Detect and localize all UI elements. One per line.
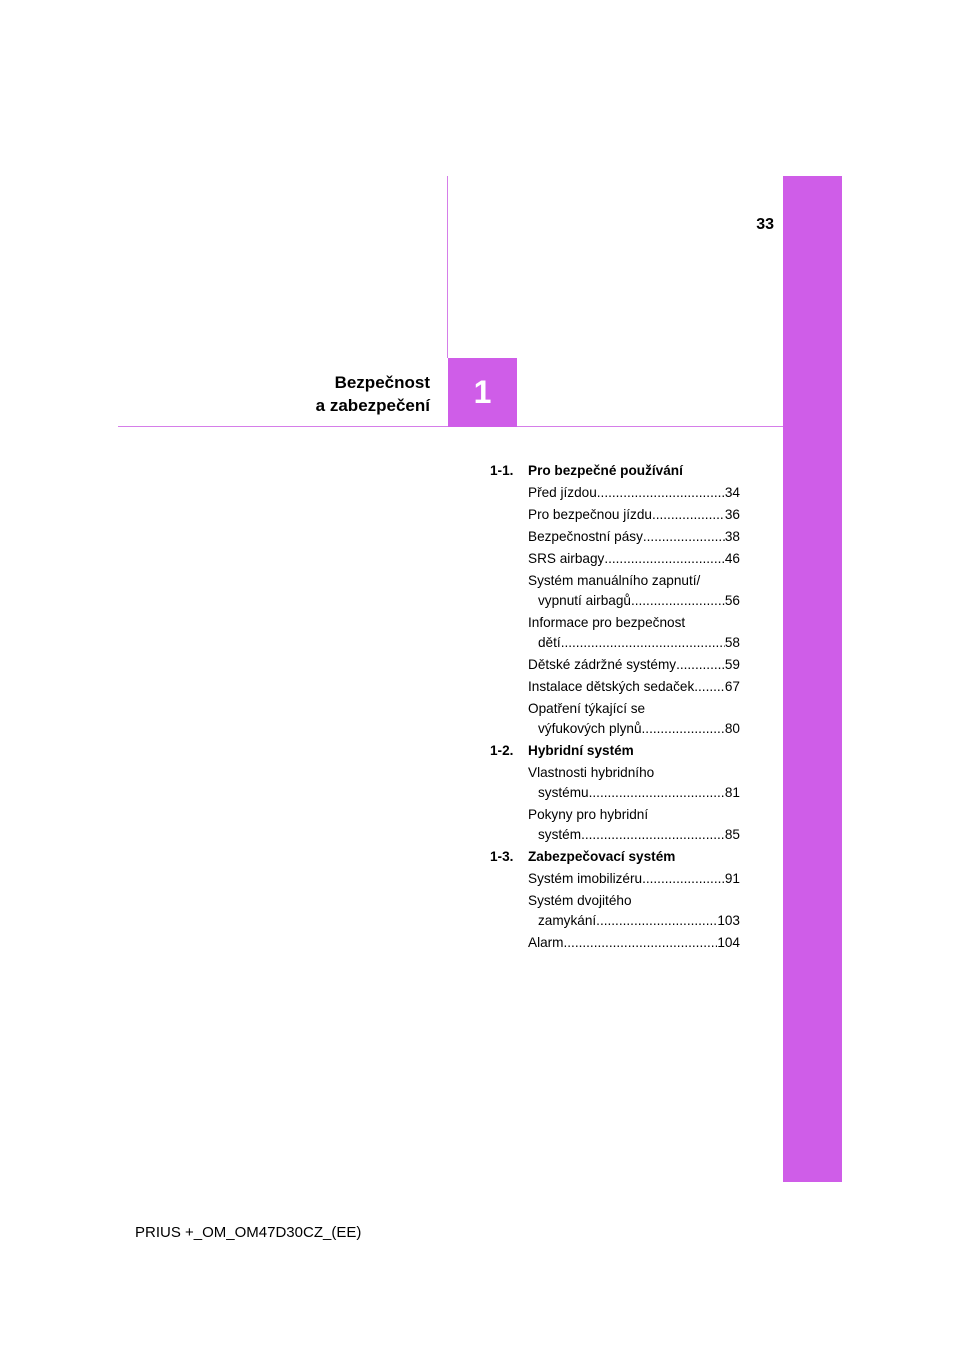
toc-entry-title: Alarm bbox=[528, 935, 564, 950]
toc-section-heading bbox=[490, 741, 740, 761]
toc-entry-line bbox=[528, 505, 740, 525]
table-of-contents bbox=[490, 461, 740, 955]
toc-entry-line bbox=[528, 933, 740, 953]
dot-leader bbox=[652, 505, 725, 525]
toc-entry-title-continued: dětí bbox=[538, 635, 561, 650]
toc-entry-line bbox=[528, 591, 740, 611]
toc-entry-line bbox=[528, 549, 740, 569]
dot-leader bbox=[597, 483, 725, 503]
toc-entry-title-continued: systém bbox=[538, 827, 582, 842]
chapter-title-line-1: Bezpečnost bbox=[334, 373, 430, 392]
toc-section-title: Zabezpečovací systém bbox=[528, 849, 676, 864]
toc-entry-page: 67 bbox=[724, 679, 740, 694]
toc-entry-line bbox=[528, 911, 740, 931]
dot-leader bbox=[604, 549, 725, 569]
toc-entry-title-continued: vypnutí airbagů bbox=[538, 593, 631, 608]
toc-entry-page: 34 bbox=[724, 485, 740, 500]
toc-entry-title: Systém imobilizéru bbox=[528, 871, 643, 886]
toc-entry-title: Před jízdou bbox=[528, 485, 597, 500]
toc-entry-title-continued: systému bbox=[538, 785, 589, 800]
toc-entry[interactable] bbox=[528, 699, 740, 739]
dot-leader bbox=[596, 911, 717, 931]
toc-entry-line bbox=[528, 677, 740, 697]
page-number: 33 bbox=[756, 216, 774, 233]
toc-section-number: 1-3. bbox=[490, 849, 514, 864]
toc-entry[interactable] bbox=[528, 483, 740, 503]
toc-entry[interactable] bbox=[528, 805, 740, 845]
toc-entry-page: 38 bbox=[724, 529, 740, 544]
toc-entry-line bbox=[528, 891, 740, 911]
toc-entry-line bbox=[528, 655, 740, 675]
dot-leader bbox=[631, 591, 725, 611]
toc-entry-line bbox=[528, 527, 740, 547]
toc-entry-title: Informace pro bezpečnost bbox=[528, 615, 686, 630]
toc-entry-title: Vlastnosti hybridního bbox=[528, 765, 655, 780]
toc-entry[interactable] bbox=[528, 677, 740, 697]
toc-entry-line bbox=[528, 869, 740, 889]
toc-entry-title: Pro bezpečnou jízdu bbox=[528, 507, 652, 522]
chapter-side-tab bbox=[783, 176, 842, 1182]
toc-entry-title: Dětské zádržné systémy bbox=[528, 657, 677, 672]
chapter-title bbox=[230, 371, 430, 417]
dot-leader bbox=[564, 933, 718, 953]
toc-section bbox=[490, 461, 740, 739]
toc-entry-page: 85 bbox=[724, 827, 740, 842]
toc-entry-title: Bezpečnostní pásy bbox=[528, 529, 643, 544]
toc-entry[interactable] bbox=[528, 763, 740, 803]
toc-entry-line bbox=[528, 805, 740, 825]
toc-entry[interactable] bbox=[528, 527, 740, 547]
dot-leader bbox=[642, 869, 725, 889]
toc-entry[interactable] bbox=[528, 549, 740, 569]
dot-leader bbox=[561, 633, 725, 653]
toc-section-heading bbox=[490, 461, 740, 481]
toc-entry-line bbox=[528, 571, 740, 591]
toc-entry-page: 58 bbox=[724, 635, 740, 650]
toc-entry-title: Systém manuálního zapnutí/ bbox=[528, 573, 701, 588]
toc-entry-line bbox=[528, 825, 740, 845]
toc-entry[interactable] bbox=[528, 571, 740, 611]
toc-entry-title: Instalace dětských sedaček bbox=[528, 679, 695, 694]
toc-entry-page: 80 bbox=[724, 721, 740, 736]
toc-entry-page: 46 bbox=[724, 551, 740, 566]
toc-entry-line bbox=[528, 633, 740, 653]
toc-entry-line bbox=[528, 613, 740, 633]
chapter-title-line-2: a zabezpečení bbox=[315, 396, 430, 415]
toc-entry-page: 103 bbox=[717, 913, 740, 928]
toc-entry[interactable] bbox=[528, 891, 740, 931]
toc-entry-title-continued: výfukových plynů bbox=[538, 721, 642, 736]
toc-entry[interactable] bbox=[528, 655, 740, 675]
dot-leader bbox=[589, 783, 725, 803]
toc-entry-line bbox=[528, 763, 740, 783]
toc-section-number: 1-1. bbox=[490, 463, 514, 478]
dot-leader bbox=[642, 719, 725, 739]
toc-entry[interactable] bbox=[528, 869, 740, 889]
toc-section bbox=[490, 847, 740, 953]
toc-entry-page: 56 bbox=[724, 593, 740, 608]
dot-leader bbox=[694, 677, 725, 697]
toc-section bbox=[490, 741, 740, 845]
toc-section-heading bbox=[490, 847, 740, 867]
toc-section-title: Hybridní systém bbox=[528, 743, 634, 758]
toc-entry-line bbox=[528, 699, 740, 719]
toc-entry-title: Systém dvojitého bbox=[528, 893, 632, 908]
toc-entry-page: 36 bbox=[724, 507, 740, 522]
toc-section-number: 1-2. bbox=[490, 743, 514, 758]
toc-entry-line bbox=[528, 719, 740, 739]
toc-entry-title: SRS airbagy bbox=[528, 551, 605, 566]
toc-entry-line bbox=[528, 783, 740, 803]
chapter-number-box: 1 bbox=[448, 358, 517, 427]
toc-entry-page: 81 bbox=[724, 785, 740, 800]
toc-entry-title: Pokyny pro hybridní bbox=[528, 807, 649, 822]
toc-entry-title-continued: zamykání bbox=[538, 913, 597, 928]
toc-entry-page: 104 bbox=[717, 935, 740, 950]
dot-leader bbox=[676, 655, 725, 675]
toc-section-title: Pro bezpečné používání bbox=[528, 463, 683, 478]
toc-entry-line bbox=[528, 483, 740, 503]
dot-leader bbox=[643, 527, 725, 547]
dot-leader bbox=[581, 825, 725, 845]
toc-entry-page: 59 bbox=[724, 657, 740, 672]
toc-entry[interactable] bbox=[528, 933, 740, 953]
document-footer: PRIUS +_OM_OM47D30CZ_(EE) bbox=[135, 1224, 362, 1241]
toc-entry-page: 91 bbox=[724, 871, 740, 886]
vertical-rule bbox=[447, 176, 448, 358]
toc-entry-title: Opatření týkající se bbox=[528, 701, 646, 716]
toc-entry[interactable] bbox=[528, 613, 740, 653]
toc-entry[interactable] bbox=[528, 505, 740, 525]
